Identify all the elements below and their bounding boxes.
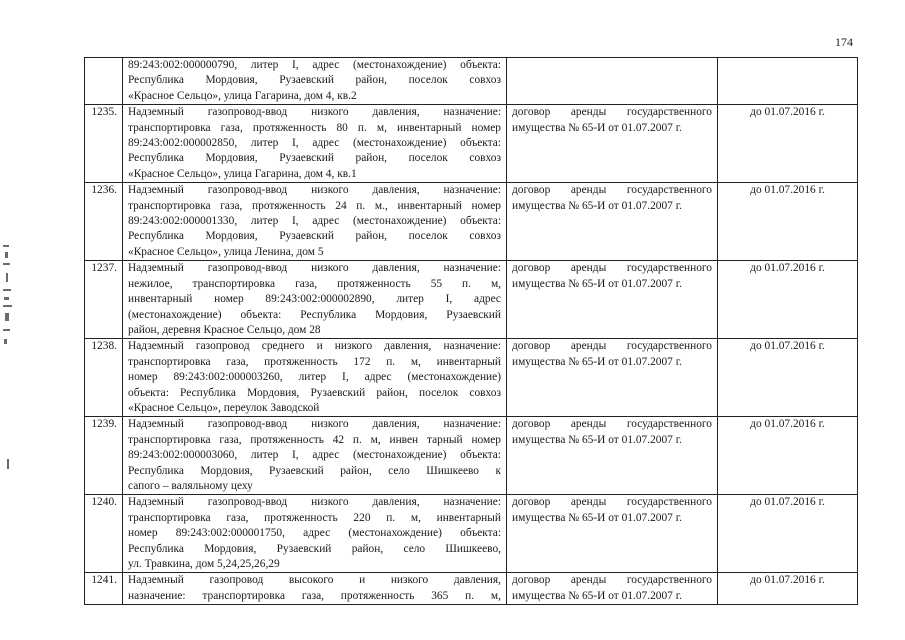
text-line: имущества № 65-И от 01.07.2007 г. <box>512 277 682 290</box>
lease-term: до 01.07.2016 г. <box>718 573 858 605</box>
lease-term: до 01.07.2016 г. <box>718 417 858 495</box>
table-row <box>85 339 858 417</box>
object-description <box>123 339 507 417</box>
table-row <box>85 105 858 183</box>
text-line: транспортировка газа, протяженность 80 п. м, инвентарный номер <box>128 121 501 134</box>
table-row <box>85 495 858 573</box>
page-number: 174 <box>835 35 853 49</box>
text-line: транспортировка газа, протяженность 172 п. м, инвентарный <box>128 355 501 368</box>
text-line: Надземный газопровод-ввод низкого давления, назначение: <box>128 418 501 431</box>
lease-term: до 01.07.2016 г. <box>718 339 858 417</box>
lease-term: до 01.07.2016 г. <box>718 261 858 339</box>
text-line: имущества № 65-И от 01.07.2007 г. <box>512 355 682 368</box>
row-number: 1236. <box>85 183 123 261</box>
text-line: договор аренды государственного <box>512 184 712 197</box>
lease-term: до 01.07.2016 г. <box>718 495 858 573</box>
lease-term: до 01.07.2016 г. <box>718 105 858 183</box>
lease-term <box>718 58 858 105</box>
text-line: номер 89:243:002:000001750, адрес (местонахождение) объекта: <box>128 527 501 540</box>
object-description <box>123 58 507 105</box>
text-line: сапого – валяльному цеху <box>128 479 253 492</box>
table-row <box>85 183 858 261</box>
text-line: имущества № 65-И от 01.07.2007 г. <box>512 199 682 212</box>
text-line: транспортировка газа, протяженность 42 п. м, инвен тарный номер <box>128 433 501 446</box>
text-line: договор аренды государственного <box>512 106 712 119</box>
lease-basis <box>507 261 718 339</box>
text-line: 89:243:002:000003060, литер I, адрес (местонахождение) объекта: <box>128 449 501 462</box>
text-line: «Красное Сельцо», улица Ленина, дом 5 <box>128 245 324 258</box>
text-line: Республика Мордовия, Рузаевский район, село Шишкеево к <box>128 464 501 477</box>
text-line: «Красное Сельцо», улица Гагарина, дом 4, кв.2 <box>128 89 357 102</box>
row-number: 1235. <box>85 105 123 183</box>
text-line: Надземный газопровод-ввод низкого давления, назначение: <box>128 184 501 197</box>
text-line: Надземный газопровод высокого и низкого давления, <box>128 574 501 587</box>
lease-basis <box>507 339 718 417</box>
text-line: Надземный газопровод-ввод низкого давления, назначение: <box>128 106 501 119</box>
object-description <box>123 495 507 573</box>
text-line: «Красное Сельцо», переулок Заводской <box>128 401 320 414</box>
object-description <box>123 417 507 495</box>
lease-basis <box>507 417 718 495</box>
text-line: договор аренды государственного <box>512 340 712 353</box>
object-description <box>123 573 507 605</box>
text-line: 89:243:002:000001330, литер I, адрес (местонахождение) объекта: <box>128 215 501 228</box>
text-line: договор аренды государственного <box>512 262 712 275</box>
table-row <box>85 261 858 339</box>
text-line: договор аренды государственного <box>512 418 712 431</box>
text-line: инвентарный номер 89:243:002:000002890, литер I, адрес <box>128 293 501 306</box>
table-row <box>85 573 858 605</box>
text-line: транспортировка газа, протяженность 24 п. м., инвентарный номер <box>128 199 501 212</box>
table-row <box>85 58 858 105</box>
text-line: номер 89:243:002:000003260, литер I, адрес (местонахождение) <box>128 371 501 384</box>
object-description <box>123 183 507 261</box>
text-line: имущества № 65-И от 01.07.2007 г. <box>512 589 682 602</box>
text-line: Республика Мордовия, Рузаевский район, поселок совхоз <box>128 230 501 243</box>
row-number: 1241. <box>85 573 123 605</box>
text-line: Надземный газопровод среднего и низкого давления, назначение: <box>128 340 501 353</box>
text-line: имущества № 65-И от 01.07.2007 г. <box>512 511 682 524</box>
text-line: 89:243:002:000000790, литер I, адрес (местонахождение) объекта: <box>128 59 501 71</box>
text-line: Надземный газопровод-ввод низкого давления, назначение: <box>128 262 501 275</box>
text-line: имущества № 65-И от 01.07.2007 г. <box>512 433 682 446</box>
lease-basis <box>507 495 718 573</box>
lease-term: до 01.07.2016 г. <box>718 183 858 261</box>
text-line: Республика Мордовия, Рузаевский район, село Шишкеево, <box>128 542 501 555</box>
text-line: Республика Мордовия, Рузаевский район, поселок совхоз <box>128 74 501 87</box>
text-line: Республика Мордовия, Рузаевский район, поселок совхоз <box>128 152 501 165</box>
row-number <box>85 58 123 105</box>
text-line: район, деревня Красное Сельцо, дом 28 <box>128 323 321 336</box>
text-line: Надземный газопровод-ввод низкого давления, назначение: <box>128 496 501 509</box>
lease-basis <box>507 573 718 605</box>
scan-artifact <box>3 245 23 475</box>
text-line: имущества № 65-И от 01.07.2007 г. <box>512 121 682 134</box>
text-line: назначение: транспортировка газа, протяженность 365 п. м, <box>128 589 501 602</box>
object-description <box>123 105 507 183</box>
text-line: нежилое, транспортировка газа, протяженность 55 п. м, <box>128 277 501 290</box>
row-number: 1237. <box>85 261 123 339</box>
property-registry-table <box>84 57 858 605</box>
row-number: 1238. <box>85 339 123 417</box>
text-line: транспортировка газа, протяженность 220 п. м, инвентарный <box>128 511 501 524</box>
row-number: 1240. <box>85 495 123 573</box>
text-line: 89:243:002:000002850, литер I, адрес (местонахождение) объекта: <box>128 137 501 150</box>
lease-basis <box>507 183 718 261</box>
lease-basis <box>507 58 718 105</box>
text-line: (местонахождение) объекта: Республика Мордовия, Рузаевский <box>128 308 501 321</box>
row-number: 1239. <box>85 417 123 495</box>
table-row <box>85 417 858 495</box>
text-line: договор аренды государственного <box>512 574 712 587</box>
text-line: объекта: Республика Мордовия, Рузаевский район, поселок совхоз <box>128 386 501 399</box>
lease-basis <box>507 105 718 183</box>
text-line: ул. Травкина, дом 5,24,25,26,29 <box>128 558 280 570</box>
text-line: «Красное Сельцо», улица Гагарина, дом 4, кв.1 <box>128 167 357 180</box>
text-line: договор аренды государственного <box>512 496 712 509</box>
object-description <box>123 261 507 339</box>
